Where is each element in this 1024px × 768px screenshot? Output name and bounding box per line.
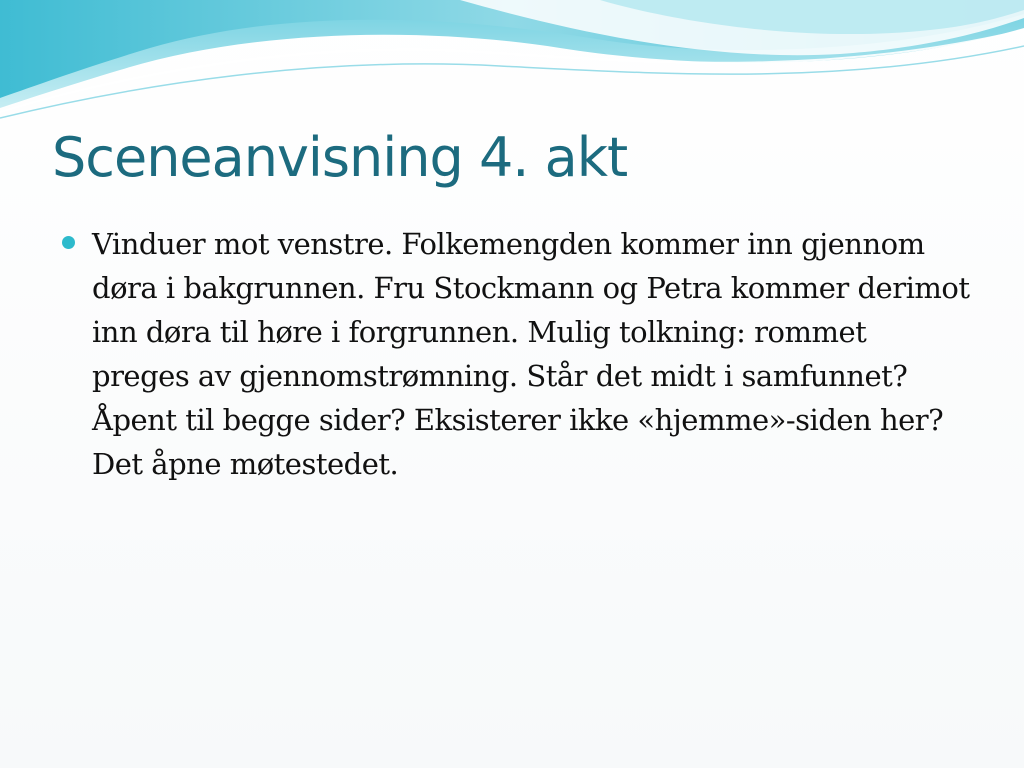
list-item bbox=[62, 222, 982, 486]
bullet-text: Vinduer mot venstre. Folkemengden kommer inn gjennom døra i bakgrunnen. Fru Stockmann og Petra kommer derimot inn døra til høre i forgrunnen. Mulig tolkning: rommet preges av gjennomstrømning. Står det midt i samfunnet? Åpent til begge sider? Eksisterer ikke «hjemme»-siden her? Det åpne møtestedet. bbox=[92, 227, 970, 481]
header-wave-decoration bbox=[0, 0, 1024, 130]
slide-title: Sceneanvisning 4. akt bbox=[52, 126, 628, 189]
bullet-marker-icon bbox=[62, 236, 75, 249]
bullet-list bbox=[62, 222, 982, 486]
